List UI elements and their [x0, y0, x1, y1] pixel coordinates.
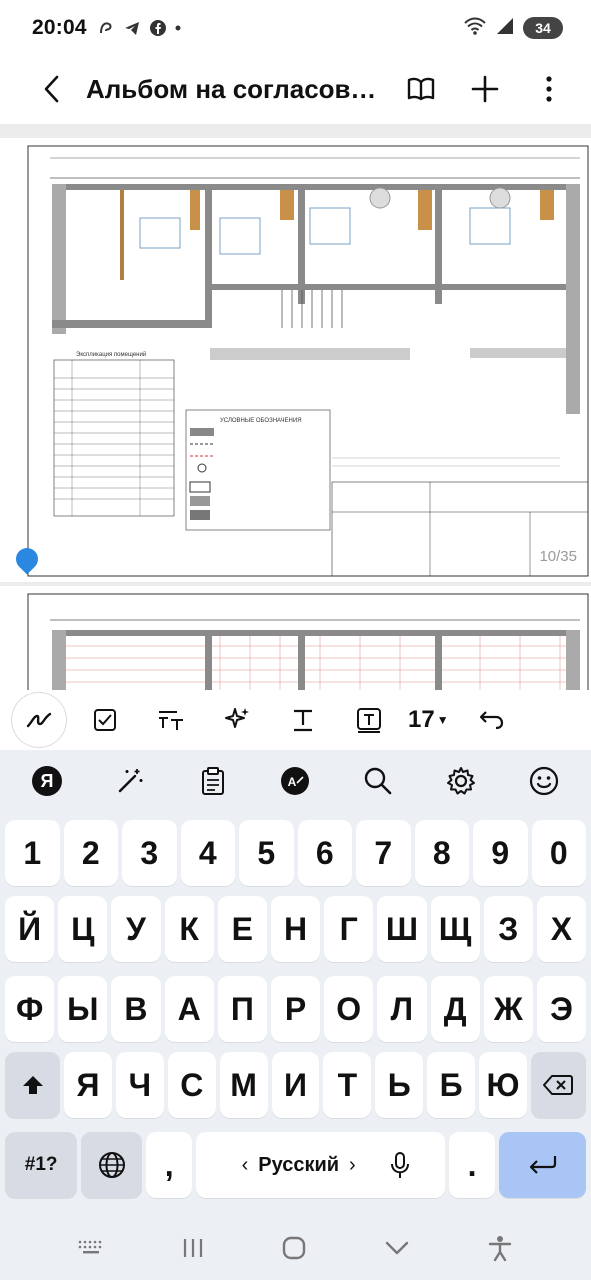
key[interactable]: И: [272, 1052, 320, 1118]
key[interactable]: У: [111, 896, 160, 962]
nfc-icon: [97, 19, 115, 37]
chevron-down-icon: ▼: [436, 713, 449, 727]
telegram-icon: [123, 19, 141, 37]
key[interactable]: Н: [271, 896, 320, 962]
text-style-icon[interactable]: [144, 693, 198, 747]
text-box-icon[interactable]: [342, 693, 396, 747]
document-page[interactable]: [0, 138, 591, 582]
key[interactable]: О: [324, 976, 373, 1042]
document-viewer[interactable]: [0, 124, 591, 690]
status-right: [463, 16, 563, 41]
key[interactable]: П: [218, 976, 267, 1042]
yandex-icon[interactable]: [25, 759, 69, 803]
undo-icon[interactable]: [465, 693, 519, 747]
shift-key[interactable]: [5, 1052, 60, 1118]
key[interactable]: 6: [298, 820, 353, 886]
key[interactable]: Ю: [479, 1052, 527, 1118]
key[interactable]: 5: [239, 820, 294, 886]
translate-icon[interactable]: [273, 759, 317, 803]
globe-icon: [98, 1151, 126, 1179]
key[interactable]: Е: [218, 896, 267, 962]
key[interactable]: 1: [5, 820, 60, 886]
shift-icon: [22, 1074, 44, 1096]
key[interactable]: Ш: [377, 896, 426, 962]
magic-wand-icon[interactable]: [108, 759, 152, 803]
key[interactable]: Д: [431, 976, 480, 1042]
space-key[interactable]: [196, 1132, 445, 1198]
text-underline-icon[interactable]: [276, 693, 330, 747]
wifi-icon: [463, 16, 487, 41]
font-size-select[interactable]: [408, 706, 449, 734]
enter-icon: [528, 1154, 558, 1176]
dot-icon: [175, 25, 181, 31]
backspace-key[interactable]: [531, 1052, 586, 1118]
keyboard-row-bottom: [0, 1132, 591, 1198]
key[interactable]: Э: [537, 976, 586, 1042]
key[interactable]: Й: [5, 896, 54, 962]
period-key[interactable]: .: [449, 1132, 495, 1198]
tile-plan-drawing: [0, 586, 591, 690]
sparkle-icon[interactable]: [210, 693, 264, 747]
key[interactable]: Ч: [116, 1052, 164, 1118]
key[interactable]: 9: [473, 820, 528, 886]
key[interactable]: Ь: [375, 1052, 423, 1118]
key[interactable]: А: [165, 976, 214, 1042]
battery-badge: 34: [523, 17, 563, 39]
add-icon[interactable]: [463, 67, 507, 111]
svg-text:Я: Я: [40, 771, 54, 791]
home-icon[interactable]: [280, 1234, 308, 1267]
space-label: Русский: [258, 1153, 340, 1176]
key[interactable]: Я: [64, 1052, 112, 1118]
space-left-arrow: ‹: [241, 1153, 249, 1176]
back-nav-icon[interactable]: [383, 1238, 411, 1263]
app-bar-actions: [399, 67, 591, 111]
keyboard-row-digits: [0, 820, 591, 886]
space-right-arrow: ›: [349, 1153, 356, 1176]
key[interactable]: Б: [427, 1052, 475, 1118]
keyboard-row-1: [0, 896, 591, 962]
search-icon[interactable]: [356, 759, 400, 803]
key[interactable]: Ц: [58, 896, 107, 962]
key[interactable]: М: [220, 1052, 268, 1118]
emoji-icon[interactable]: [522, 759, 566, 803]
document-title: Альбом на согласова...: [86, 73, 386, 104]
key[interactable]: Х: [537, 896, 586, 962]
key[interactable]: Т: [323, 1052, 371, 1118]
keyboard-row-3: [0, 1052, 591, 1118]
key[interactable]: С: [168, 1052, 216, 1118]
notification-icons: [97, 19, 181, 37]
system-nav-bar: [0, 1220, 591, 1280]
backspace-icon: [543, 1074, 573, 1096]
font-size-value: 17: [408, 706, 435, 733]
book-icon[interactable]: [399, 67, 443, 111]
edit-toolbar: [0, 690, 591, 750]
key[interactable]: Ы: [58, 976, 107, 1042]
key[interactable]: 3: [122, 820, 177, 886]
keyboard-hide-icon[interactable]: [77, 1238, 105, 1263]
key[interactable]: 4: [181, 820, 236, 886]
document-page-next[interactable]: [0, 586, 591, 690]
status-time: 20:04: [32, 16, 87, 39]
signal-icon: [495, 16, 515, 41]
page-indicator: 10/35: [539, 548, 577, 565]
more-vert-icon[interactable]: [527, 67, 571, 111]
microphone-icon: [390, 1151, 410, 1179]
key[interactable]: В: [111, 976, 160, 1042]
back-arrow-icon: [41, 74, 63, 104]
pen-icon[interactable]: [12, 693, 66, 747]
app-bar: [0, 56, 591, 122]
clipboard-icon[interactable]: [191, 759, 235, 803]
keyboard-row-2: [0, 976, 591, 1042]
legend-title: УСЛОВНЫЕ ОБОЗНАЧЕНИЯ: [220, 418, 302, 424]
key[interactable]: Ж: [484, 976, 533, 1042]
floor-plan-drawing: [0, 138, 591, 582]
symbols-key[interactable]: #1?: [5, 1132, 77, 1198]
key[interactable]: Л: [377, 976, 426, 1042]
key[interactable]: К: [165, 896, 214, 962]
key[interactable]: 7: [356, 820, 411, 886]
rooms-caption: Экспликация помещений: [76, 352, 147, 358]
settings-icon[interactable]: [439, 759, 483, 803]
recent-apps-icon[interactable]: [180, 1235, 206, 1266]
key[interactable]: Щ: [431, 896, 480, 962]
key[interactable]: Р: [271, 976, 320, 1042]
key[interactable]: Ф: [5, 976, 54, 1042]
key[interactable]: 0: [532, 820, 587, 886]
keyboard-toolbar: [0, 750, 591, 812]
key[interactable]: 8: [415, 820, 470, 886]
comma-key[interactable]: ,: [146, 1132, 192, 1198]
enter-key[interactable]: [499, 1132, 586, 1198]
language-key[interactable]: [81, 1132, 142, 1198]
key[interactable]: 2: [64, 820, 119, 886]
back-button[interactable]: [22, 59, 82, 119]
accessibility-icon[interactable]: [486, 1234, 514, 1267]
key[interactable]: З: [484, 896, 533, 962]
checkbox-icon[interactable]: [78, 693, 132, 747]
keyboard: [0, 750, 591, 1280]
key[interactable]: Г: [324, 896, 373, 962]
facebook-icon: [149, 19, 167, 37]
status-bar: [0, 0, 591, 56]
svg-text:A: A: [288, 775, 297, 789]
